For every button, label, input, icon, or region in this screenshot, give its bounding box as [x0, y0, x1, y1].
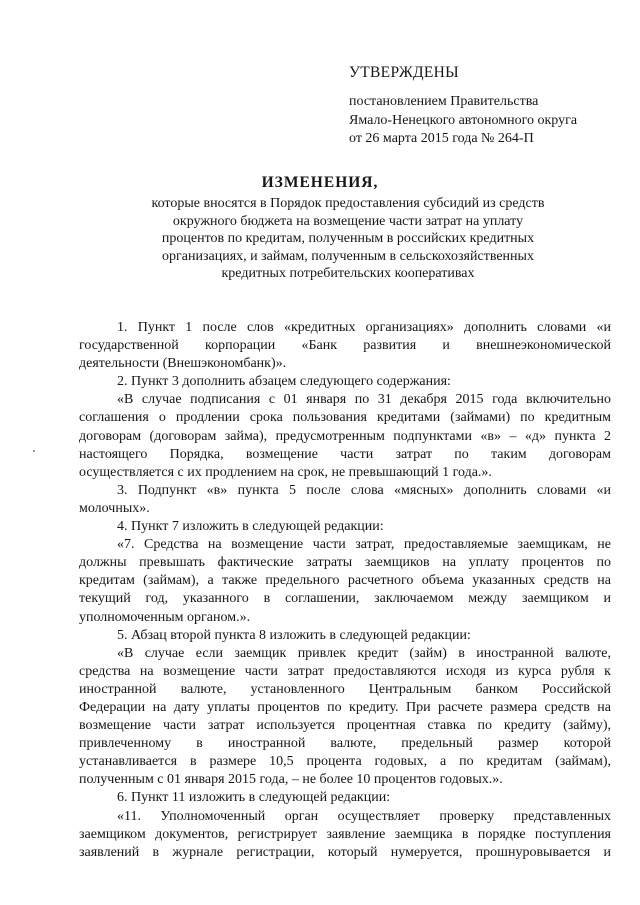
- text-line: «11. Уполномоченный орган осуществляет проверку представленных: [117, 808, 611, 824]
- paragraph: [79, 808, 611, 862]
- text-line: настоящего Порядка, возмещение части затрат по таким договорам: [79, 446, 611, 462]
- text-line: государственной корпорации «Банк развития и внешнеэкономической: [79, 338, 611, 354]
- text-line: должны превышать фактические затраты заемщиков на уплату процентов по: [79, 555, 611, 571]
- text-line: 5. Абзац второй пункта 8 изложить в следующей редакции:: [117, 627, 471, 643]
- text-line: заявлений в журнале регистрации, который нумеруется, прошнуровывается и: [79, 844, 611, 860]
- text-line: иностранной валюте, установленного Центральным банком Российской: [79, 681, 611, 697]
- text-line: осуществляется с их продлением на срок, не превышающий 1 года.».: [79, 464, 492, 480]
- decree-reference: [349, 93, 577, 149]
- subtitle-line: окружного бюджета на возмещение части затрат на уплату: [172, 213, 524, 229]
- document-body: [79, 319, 611, 862]
- subtitle-line: кредитных потребительских кооперативах: [221, 266, 475, 281]
- text-line: «7. Средства на возмещение части затрат, предоставляемые заемщикам, не: [117, 537, 611, 553]
- document-subtitle: [118, 195, 578, 283]
- decree-line: от 26 марта 2015 года № 264-П: [349, 131, 534, 146]
- text-line: молочных».: [79, 500, 150, 516]
- decree-line: постановлением Правительства: [349, 94, 539, 109]
- text-line: 4. Пункт 7 изложить в следующей редакции:: [117, 519, 384, 535]
- text-line: соглашения о продлении срока пользования кредитами (займами) по кредитным: [79, 410, 611, 426]
- text-line: возмещение части затрат используется процентная ставка по кредиту (займу),: [79, 718, 611, 734]
- text-line: 1. Пункт 1 после слов «кредитных организациях» дополнить словами «и: [117, 320, 611, 335]
- text-line: 6. Пункт 11 изложить в следующей редакции:: [117, 790, 391, 806]
- subtitle-line: процентов по кредитам, полученным в российских кредитных: [161, 231, 535, 246]
- text-line: полученным с 01 января 2015 года, – не более 10 процентов годовых.».: [79, 772, 503, 788]
- text-line: деятельности (Внешэкономбанк)».: [79, 356, 287, 372]
- text-line: текущий год, указанного в соглашении, заключаемом между заемщиком и: [79, 591, 611, 607]
- text-line: 3. Подпункт «в» пункта 5 после слова «мясных» дополнить словами «и: [117, 482, 611, 498]
- paragraph: [79, 645, 611, 790]
- paragraph: [79, 789, 611, 807]
- text-line: устанавливается в размере 10,5 процента годовых, а по кредитам (займам),: [79, 754, 611, 770]
- text-line: заемщиком документов, регистрирует заявление заемщика в порядке поступления: [79, 826, 611, 842]
- document-title: ИЗМЕНЕНИЯ,: [261, 174, 379, 191]
- decree-line: Ямало-Ненецкого автономного округа: [349, 112, 578, 128]
- paragraph: [79, 627, 611, 645]
- paragraph: [79, 518, 611, 536]
- paragraph: [79, 391, 611, 481]
- paragraph: [79, 482, 611, 518]
- subtitle-line: организациях, и займам, полученным в сельскохозяйственных: [162, 248, 534, 264]
- paragraph: [79, 319, 611, 373]
- text-line: средства на возмещение части затрат предоставляются исходя из курса рубля к: [79, 663, 611, 679]
- approved-heading: УТВЕРЖДЕНЫ: [349, 64, 459, 81]
- text-line: 2. Пункт 3 дополнить абзацем следующего содержания:: [117, 374, 451, 390]
- text-line: привлеченному в иностранной валюте, предельный размер которой: [79, 736, 611, 752]
- paragraph: [79, 536, 611, 626]
- text-line: «В случае подписания с 01 января по 31 декабря 2015 года включительно: [117, 392, 611, 408]
- paragraph: [79, 373, 611, 391]
- text-line: Федерации на дату уплаты процентов по кредиту. При расчете размера средств на: [79, 699, 611, 715]
- subtitle-line: которые вносятся в Порядок предоставления субсидий из средств: [151, 196, 545, 211]
- text-line: «В случае если заемщик привлек кредит (займ) в иностранной валюте,: [117, 645, 611, 661]
- scan-speck: [33, 450, 35, 452]
- text-line: уполномоченным органом.».: [79, 609, 251, 625]
- text-line: договорам (договорам займа), предусмотренным подпунктами «в» – «д» пункта 2: [79, 428, 611, 444]
- text-line: кредитам (займам), а также предельного расчетного объема указанных средств на: [79, 573, 611, 589]
